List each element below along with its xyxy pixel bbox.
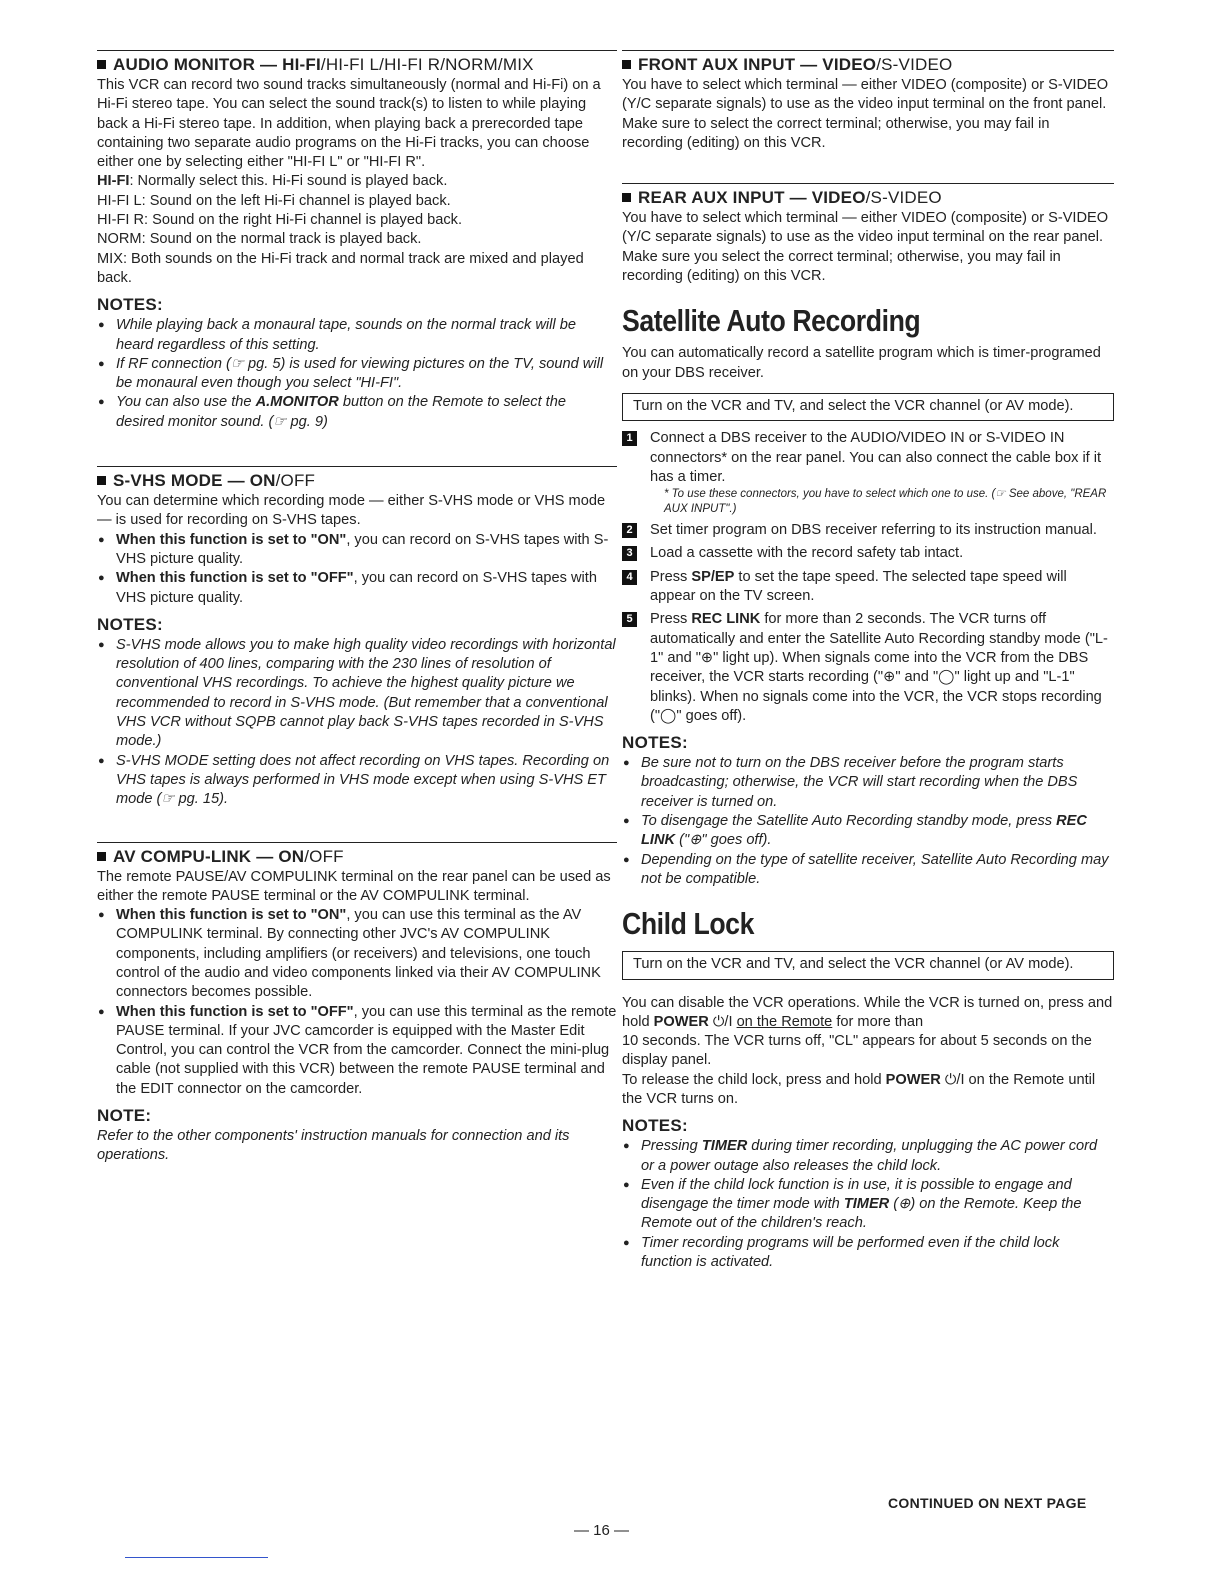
square-bullet-icon [622, 60, 631, 69]
hifi-line: HI-FI: Normally select this. Hi-Fi sound is played back. [97, 173, 448, 190]
step-2: 2 Set timer program on DBS receiver referring to its instruction manual. [622, 521, 1114, 540]
list-item: ● When this function is set to "ON", you can record on S-VHS tapes with S-VHS picture quality. [97, 531, 617, 570]
list-item: ● S-VHS MODE setting does not affect recording on VHS tapes. Recording on VHS tapes is always performed in VHS mode except when using S-VHS ET mode (☞ pg. 15). [97, 752, 617, 810]
svhs-body: You can determine which recording mode — either S-VHS mode or VHS mode — is used for recording on S-VHS tapes. [97, 493, 606, 529]
audio-notes-list [97, 316, 617, 432]
list-item: ● If RF connection (☞ pg. 5) is used for viewing pictures on the TV, sound will be monaural even though you select "HI-FI". [97, 355, 617, 394]
child-lock-p2: 10 seconds. The VCR turns off, "CL" appears for about 5 seconds on the display panel. [622, 1033, 1092, 1069]
continued-on-next-page: CONTINUED ON NEXT PAGE [888, 1495, 1087, 1511]
svhs-list [97, 531, 617, 608]
front-aux-p2: Make sure to select the correct terminal; otherwise, you may fail in recording (editing) on this VCR. [622, 115, 1050, 151]
audio-monitor-body: This VCR can record two sound tracks simultaneously (normal and Hi-Fi) on a Hi-Fi stereo tape. You can select the sound track(s) to listen to while playing back a Hi-Fi stereo tape. In addition, when playing back a prerecorded tape containing two separate audio programs on the Hi-Fi tracks, you can choose either one by selecting either "HI-FI L" or "HI-FI R". [97, 77, 601, 171]
left-column [97, 50, 617, 1166]
list-item: ● When this function is set to "ON", you can use this terminal as the AV COMPULINK terminal. By connecting other JVC's AV COMPULINK components, including amplifiers (or receivers) and televisions, one touch control of the audio and video components linked via their AV COMPULINK connectors becomes possible. [97, 906, 617, 1002]
list-item: ● Depending on the type of satellite receiver, Satellite Auto Recording may not be compatible. [622, 851, 1114, 890]
norm-line: NORM: Sound on the normal track is played back. [97, 231, 422, 248]
square-bullet-icon [97, 852, 106, 861]
step-4: 4 Press SP/EP to set the tape speed. The selected tape speed will appear on the TV screen. [622, 568, 1114, 607]
hifir-line: HI-FI R: Sound on the right Hi-Fi channel is played back. [97, 212, 463, 229]
step-number-2: 2 [622, 523, 637, 538]
notes-heading: NOTES: [622, 1116, 689, 1136]
list-item: ● Even if the child lock function is in use, it is possible to engage and disengage the timer mode with TIMER (⊕) on the Remote. Keep the Remote out of the children's reach. [622, 1176, 1114, 1234]
note-heading: NOTE: [97, 1106, 152, 1126]
av-note: Refer to the other components' instruction manuals for connection and its operations. [97, 1128, 570, 1164]
svhs-mode-heading: S-VHS MODE — ON/OFF [97, 466, 617, 491]
right-column [622, 50, 1114, 1272]
child-lock-p3: To release the child lock, press and hold POWER ⏻/I on the Remote until the VCR turns on. [622, 1071, 1096, 1107]
front-aux-heading: FRONT AUX INPUT — VIDEO/S-VIDEO [622, 50, 1114, 75]
list-item: ● You can also use the A.MONITOR button on the Remote to select the desired monitor sound. (☞ pg. 9) [97, 393, 617, 432]
list-item: ● Be sure not to turn on the DBS receiver before the program starts broadcasting; otherwise, the VCR will start recording when the DBS receiver is turned on. [622, 754, 1114, 812]
satellite-prereq-box: Turn on the VCR and TV, and select the VCR channel (or AV mode). [622, 393, 1114, 421]
step-3: 3 Load a cassette with the record safety tab intact. [622, 544, 1114, 563]
rear-aux-heading: REAR AUX INPUT — VIDEO/S-VIDEO [622, 183, 1114, 208]
notes-heading: NOTES: [97, 295, 164, 315]
av-compulink-heading: AV COMPU-LINK — ON/OFF [97, 842, 617, 867]
satellite-notes-list [622, 754, 1114, 889]
step-number-3: 3 [622, 546, 637, 561]
child-lock-notes-list [622, 1137, 1114, 1272]
svhs-notes-list [97, 636, 617, 810]
notes-heading: NOTES: [622, 733, 689, 753]
list-item: ● When this function is set to "OFF", you can record on S-VHS tapes with VHS picture quality. [97, 569, 617, 608]
list-item: ● When this function is set to "OFF", you can use this terminal as the remote PAUSE terminal. If your JVC camcorder is equipped with the Master Edit Control, you can control the VCR from the camcorder. Connect the mini-plug cable (not supplied with this VCR) between the remote PAUSE terminal and the EDIT connector on the camcorder. [97, 1003, 617, 1099]
square-bullet-icon [97, 476, 106, 485]
step-number-5: 5 [622, 612, 637, 627]
step-5: 5 Press REC LINK for more than 2 seconds. The VCR turns off automatically and enter the Satellite Auto Recording standby mode ("L-1" and "⊕" light up). When signals come into the VCR from the DBS receiver, the VCR starts recording ("⊕" and "◯" light up and "L-1" blinks). When no signals come into the VCR, the VCR stops recording ("◯" goes off). [622, 610, 1114, 726]
step-number-4: 4 [622, 570, 637, 585]
rear-aux-p2: Make sure you select the correct terminal; otherwise, you may fail in recording (editing) on this VCR. [622, 248, 1061, 285]
front-aux-p1: You have to select which terminal — either VIDEO (composite) or S-VIDEO (Y/C separate signals) to use as the video input terminal on the front panel. [622, 77, 1109, 113]
notes-heading: NOTES: [97, 614, 164, 634]
list-item: ● Timer recording programs will be performed even if the child lock function is activated. [622, 1234, 1114, 1273]
list-item: ● S-VHS mode allows you to make high quality video recordings with horizontal resolution of 400 lines, comparing with the 230 lines of resolution of conventional VHS recordings. To achieve the highest quality picture we recommended to record in S-VHS mode. (But remember that a conventional VHS VCR without SQPB cannot play back S-VHS tapes recorded in S-VHS mode.) [97, 636, 617, 752]
av-body: The remote PAUSE/AV COMPULINK terminal on the rear panel can be used as either the remote PAUSE terminal or the AV COMPULINK terminal. [97, 868, 611, 904]
footer-rule [125, 1557, 268, 1558]
satellite-title: Satellite Auto Recording [622, 303, 921, 339]
step-1: 1 Connect a DBS receiver to the AUDIO/VIDEO IN or S-VIDEO IN connectors* on the rear panel. You can also connect the cable box if it has a timer. * To use these connectors, you have to select which one to use. (☞ See above, "REAR AUX INPUT".) [622, 429, 1114, 517]
step-number-1: 1 [622, 431, 637, 446]
av-list [97, 906, 617, 1099]
rear-aux-p1: You have to select which terminal — either VIDEO (composite) or S-VIDEO (Y/C separate signals) to use as the video input terminal on the rear panel. [622, 210, 1109, 246]
list-item: ● To disengage the Satellite Auto Recording standby mode, press REC LINK ("⊕" goes off). [622, 812, 1114, 851]
child-lock-p1: You can disable the VCR operations. While the VCR is turned on, press and hold POWER ⏻/I on the Remote for more than [622, 994, 1113, 1030]
page-number: — 16 — [574, 1522, 630, 1539]
step-1-footnote: * To use these connectors, you have to select which one to use. (☞ See above, "REAR AUX INPUT".) [664, 488, 1107, 516]
child-lock-title: Child Lock [622, 906, 754, 942]
hifil-line: HI-FI L: Sound on the left Hi-Fi channel is played back. [97, 192, 451, 209]
list-item: ● While playing back a monaural tape, sounds on the normal track will be heard regardless of this setting. [97, 316, 617, 355]
list-item: ● Pressing TIMER during timer recording, unplugging the AC power cord or a power outage also releases the child lock. [622, 1137, 1114, 1176]
square-bullet-icon [97, 60, 106, 69]
square-bullet-icon [622, 193, 631, 202]
audio-monitor-heading: AUDIO MONITOR — HI-FI/HI-FI L/HI-FI R/NORM/MIX [97, 50, 617, 75]
satellite-intro: You can automatically record a satellite program which is timer-programed on your DBS receiver. [622, 345, 1101, 381]
mix-line: MIX: Both sounds on the Hi-Fi track and normal track are mixed and played back. [97, 250, 584, 286]
child-lock-prereq-box: Turn on the VCR and TV, and select the VCR channel (or AV mode). [622, 951, 1114, 979]
